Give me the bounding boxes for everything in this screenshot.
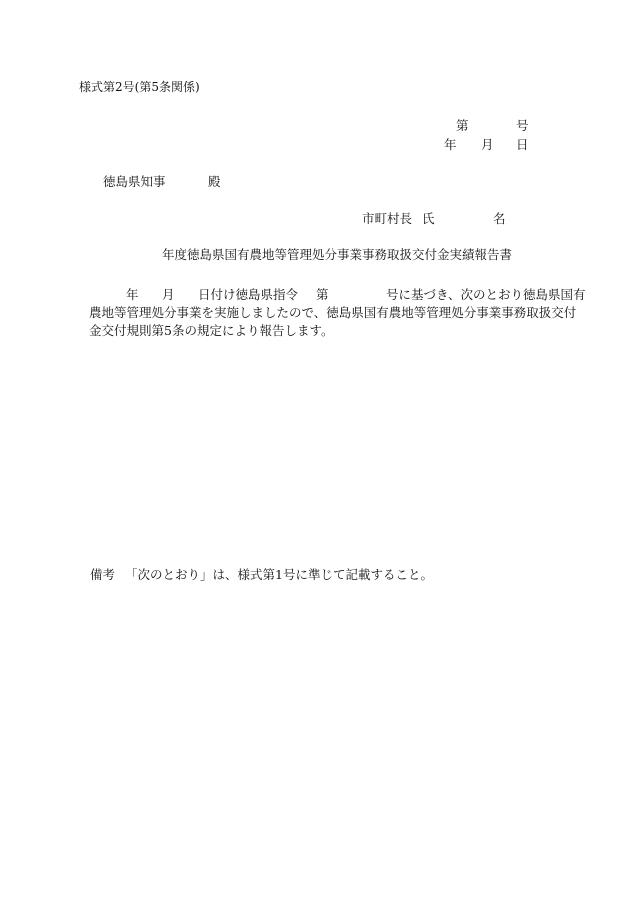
sender-shi: 氏 bbox=[422, 211, 435, 226]
body-text bbox=[89, 286, 586, 340]
body-line-1-rest: 号に基づき、次のとおり徳島県国有 bbox=[386, 287, 586, 302]
date-month: 月 bbox=[481, 137, 494, 152]
document-number-go: 号 bbox=[516, 118, 529, 133]
date-year: 年 bbox=[444, 137, 457, 152]
document-number-dai: 第 bbox=[456, 118, 469, 133]
body-date-ref: 日付け徳島県指令 bbox=[198, 287, 299, 302]
document-title: 年度徳島県国有農地等管理処分事業事務取扱交付金実績報告書 bbox=[162, 247, 513, 262]
remarks-text: 「次のとおり」は、様式第1号に準じて記載すること。 bbox=[125, 567, 433, 582]
body-line-2 bbox=[89, 304, 577, 322]
sender-mei: 名 bbox=[493, 211, 506, 226]
body-dai: 第 bbox=[316, 287, 329, 302]
body-line-3 bbox=[89, 322, 569, 340]
body-year: 年 bbox=[126, 287, 139, 302]
body-line-1 bbox=[89, 286, 586, 304]
addressee-name: 徳島県知事 bbox=[103, 174, 166, 189]
sender-label: 市町村長 bbox=[362, 211, 413, 226]
form-number: 様式第2号(第5条関係) bbox=[79, 80, 200, 94]
body-month: 月 bbox=[162, 287, 175, 302]
addressee-honorific: 殿 bbox=[208, 174, 221, 189]
addressee bbox=[103, 174, 221, 189]
body-line-2-text: 農地等管理処分事業を実施しましたので、徳島県国有農地等管理処分事業事務取扱交付 bbox=[89, 305, 577, 320]
body-line-3-text: 金交付規則第5条の規定により報告します。 bbox=[89, 323, 334, 338]
date-day: 日 bbox=[516, 137, 529, 152]
remarks-label: 備考 bbox=[90, 567, 116, 582]
